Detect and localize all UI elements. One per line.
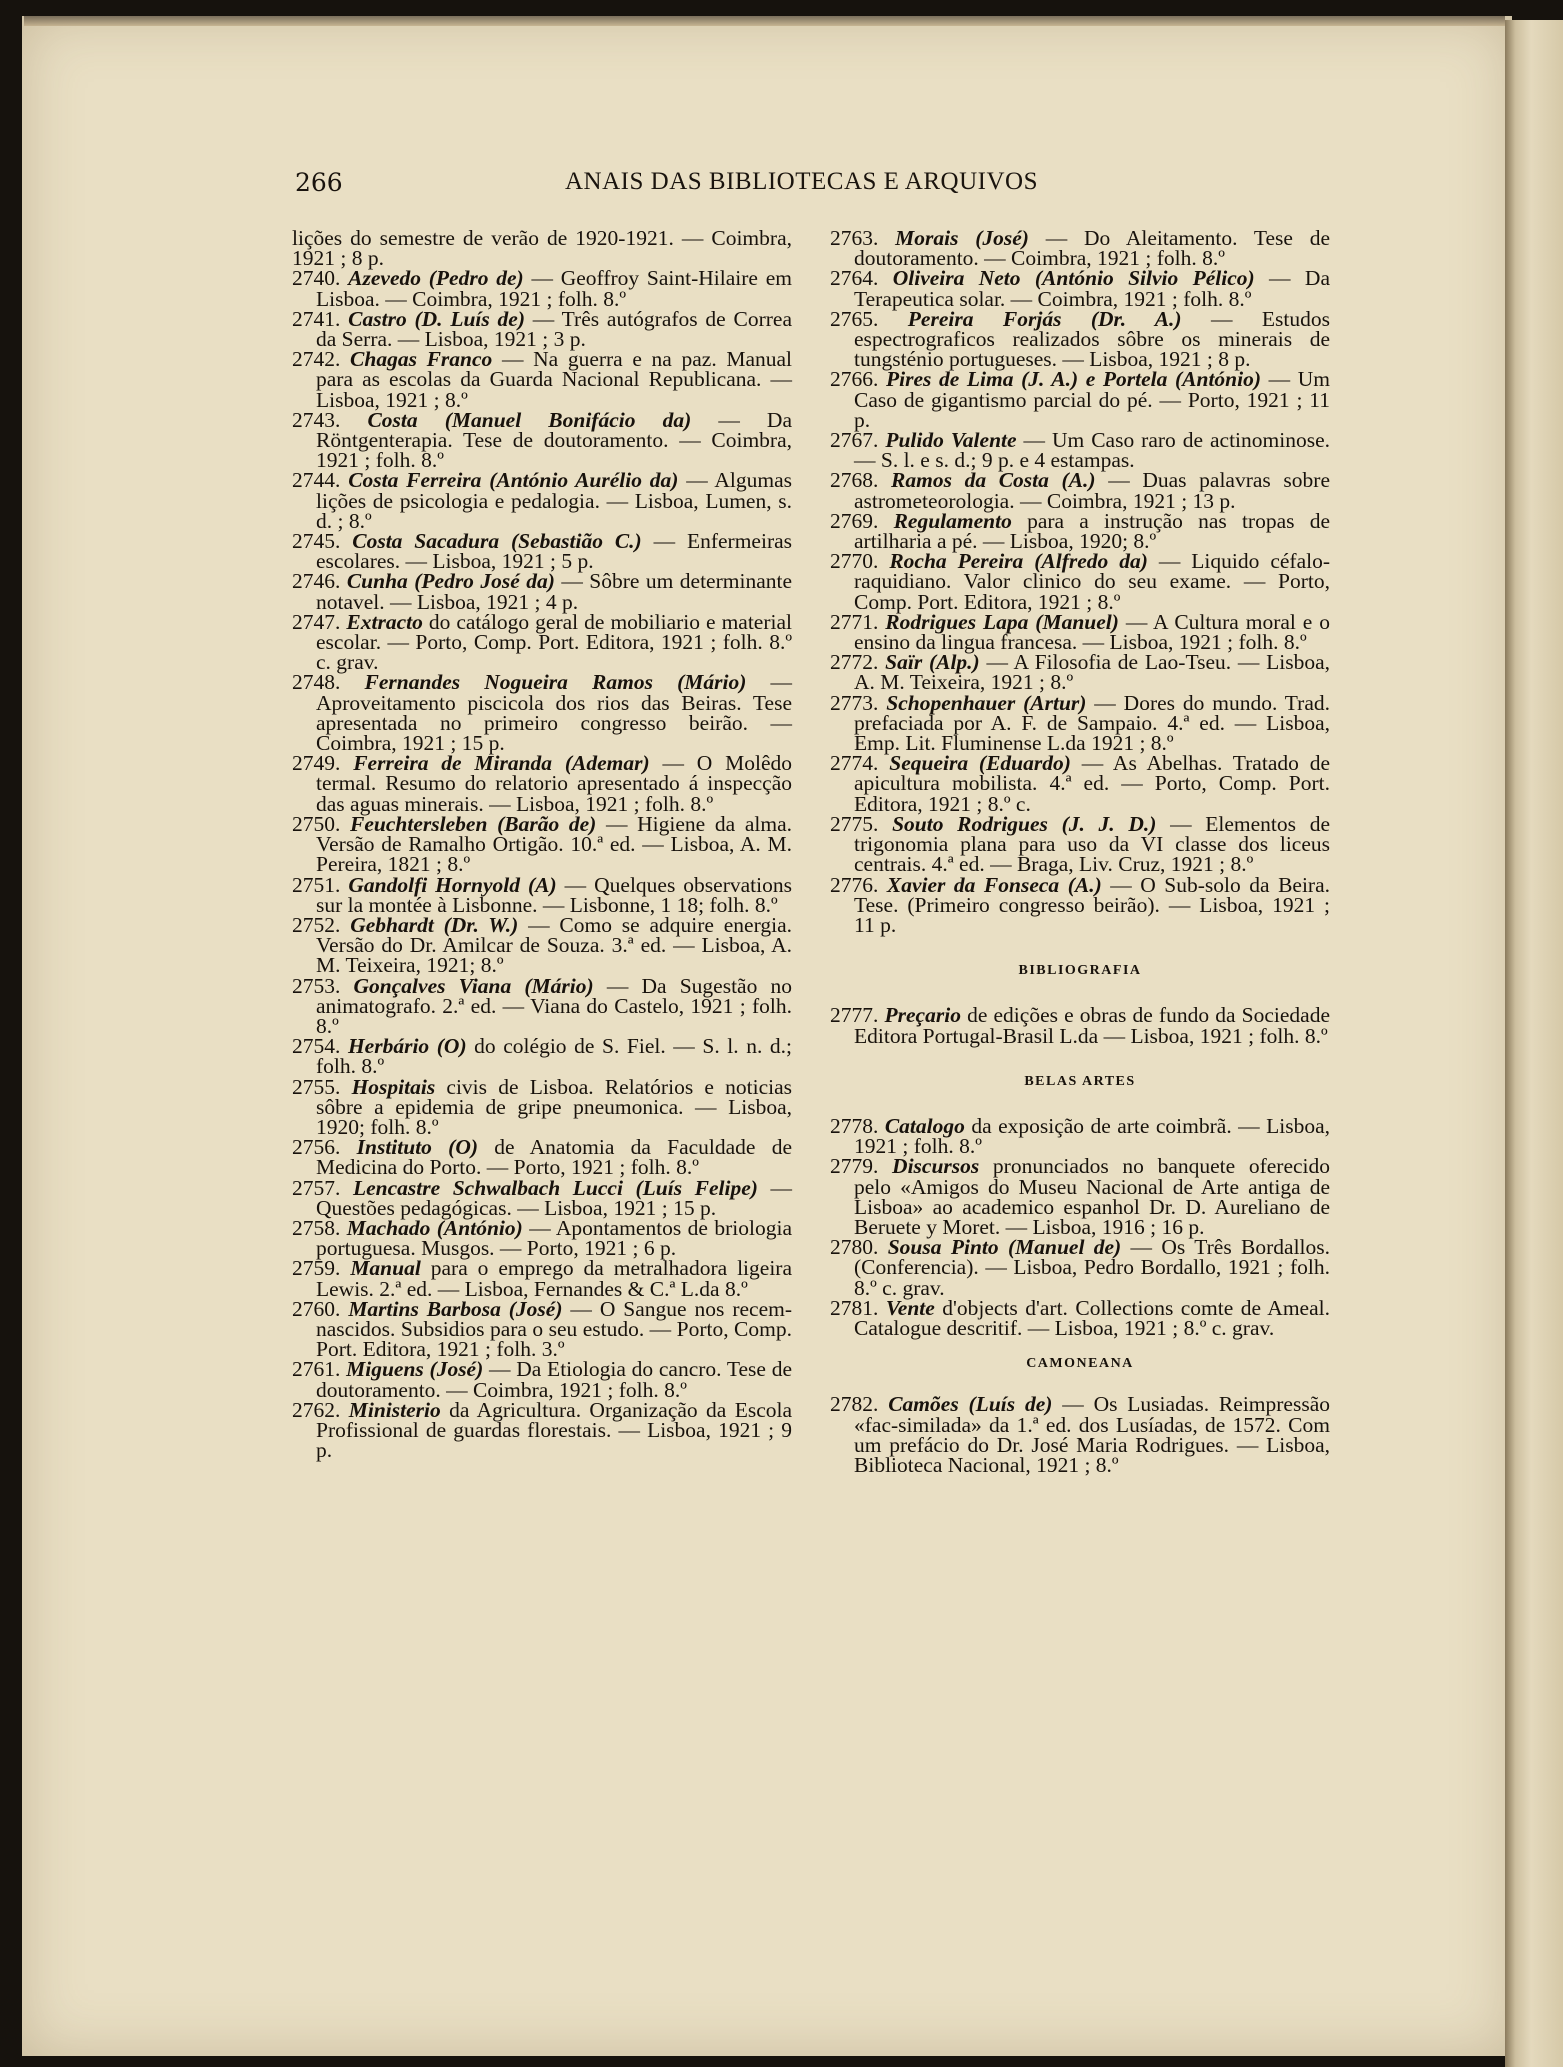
bibliography-entry — [830, 609, 1330, 655]
bibliography-entry — [830, 753, 1330, 814]
entry-text: — Questões pedagógicas. — Lisboa, 1921 ; 15 p. — [316, 1175, 793, 1220]
entry-text: — Quelques observations sur la montée à Lisbonne. — Lisbonne, 1 18; folh. 8.º — [316, 872, 792, 917]
bibliography-entry — [292, 1175, 793, 1220]
entry-text: pronunciados no banquete oferecido pelo «Amigos do Museu Nacional de Arte antiga de Lisboa» ao academico espanhol Dr. D. Aureliano de Beruete y Moret. — Lisboa, 1916 ; 16 p. — [854, 1154, 1331, 1239]
entry-author: Sousa Pinto (Manuel de) — [887, 1235, 1122, 1260]
entry-number: 2769. — [830, 508, 894, 533]
entry-number: 2781. — [830, 1295, 886, 1320]
bibliography-entry — [292, 1034, 792, 1079]
entry-number: 2756. — [292, 1135, 357, 1160]
running-title: ANAIS DAS BIBLIOTECAS E ARQUIVOS — [565, 168, 1038, 195]
bibliography-entry — [292, 306, 792, 352]
entry-number: 2755. — [292, 1074, 352, 1099]
entry-author: Xavier da Fonseca (A.) — [886, 872, 1102, 897]
entry-text: — As Abelhas. Tratado de apicultura mobilista. 4.ª ed. — Porto, Comp. Port. Editora, 1921 ; 8.º c. — [854, 751, 1331, 816]
entry-text: d'objects d'art. Collections comte de Ameal. Catalogue descritif. — Lisboa, 1921 ; 8.º c. grav. — [854, 1295, 1330, 1340]
entry-number: 2745. — [292, 529, 353, 554]
entry-number: 2750. — [292, 811, 351, 836]
entry-author: Rocha Pereira (Alfredo da) — [889, 549, 1148, 574]
entry-number: 2743. — [292, 407, 368, 432]
entry-author: Gandolfi Hornyold (A) — [348, 872, 557, 897]
left-column — [292, 226, 793, 1463]
section-heading-bibliografia: BIBLIOGRAFIA — [1018, 963, 1142, 979]
entry-author: Lencastre Schwalbach Lucci (Luís Felipe) — [352, 1175, 758, 1200]
entry-author: Morais (José) — [895, 226, 1029, 250]
entry-text: — Liquido céfalo-raquidiano. Valor clinico do seu exame. — Porto, Comp. Port. Editora, 1921 ; 8.º — [854, 549, 1331, 614]
entry-author: Gonçalves Viana (Mário) — [353, 973, 594, 998]
section-bibliografia — [830, 1003, 1330, 1048]
bibliography-entry — [830, 1003, 1330, 1048]
bibliography-entry — [830, 1295, 1330, 1340]
entry-text: — Do Aleitamento. Tese de doutoramento. — Coimbra, 1921 ; folh. 8.º — [854, 226, 1331, 271]
entry-number: 2748. — [292, 670, 365, 695]
entry-number: 2760. — [292, 1296, 349, 1321]
entry-number: 2774. — [830, 751, 890, 776]
bibliography-entry — [830, 428, 1331, 473]
entry-number: 2754. — [292, 1034, 348, 1059]
entry-number: 2753. — [292, 973, 354, 998]
section-heading-belas-artes: BELAS ARTES — [1024, 1073, 1136, 1089]
bibliography-entry — [292, 609, 793, 675]
entry-text: — Um Caso de gigantismo parcial do pé. — Porto, 1921 ; 11 p. — [854, 367, 1331, 432]
bibliography-entry — [830, 306, 1331, 372]
bibliography-entry — [292, 407, 793, 473]
entry-author: Machado (António) — [346, 1215, 523, 1240]
bibliography-entry — [292, 1135, 793, 1180]
bibliography-entry — [830, 266, 1330, 311]
page-number: 266 — [295, 168, 343, 197]
bibliography-entry — [292, 912, 792, 978]
bibliography-entry — [830, 690, 1330, 756]
entry-author: Castro (D. Luís de) — [348, 306, 525, 331]
bibliography-entry — [830, 872, 1330, 937]
entry-number: 2759. — [292, 1256, 351, 1281]
entry-number: 2780. — [830, 1235, 888, 1260]
entry-text: lições do semestre de verão de 1920-1921. — Coimbra, 1921 ; 8 p. — [292, 226, 792, 271]
page-header — [295, 168, 1305, 208]
entry-number: 2744. — [292, 468, 349, 493]
entry-number: 2765. — [830, 306, 908, 331]
entry-text: civis de Lisboa. Relatórios e noticias sôbre a epidemia de gripe pneumonica. — Lisboa, 1920; folh. 8.º — [316, 1074, 793, 1139]
entry-text: do catálogo geral de mobiliario e material escolar. — Porto, Comp. Port. Editora, 1921 ; folh. 8.º c. grav. — [316, 609, 793, 675]
entry-text: — Da Terapeutica solar. — Coimbra, 1921 ; folh. 8.º — [854, 266, 1330, 311]
entry-text: da Agricultura. Organização da Escola Profissional de guardas florestais. — Lisboa, 1921 ; 9 p. — [316, 1397, 793, 1463]
bibliography-entry — [830, 1394, 1330, 1475]
entry-text: — Da Etiologia do cancro. Tese de doutoramento. — Coimbra, 1921 ; folh. 8.º — [316, 1357, 792, 1402]
bibliography-entry — [292, 226, 792, 271]
entry-author: Oliveira Neto (António Silvio Pélico) — [892, 266, 1255, 291]
entry-number: 2776. — [830, 872, 887, 897]
entry-author: Ramos da Costa (A.) — [891, 468, 1096, 493]
entry-author: Cunha (Pedro José da) — [346, 569, 555, 594]
entry-author: Fernandes Nogueira Ramos (Mário) — [364, 670, 747, 695]
bibliography-entry — [292, 1256, 792, 1301]
entry-text: — Um Caso raro de actinominose. — S. l. e s. d.; 9 p. e 4 estampas. — [854, 428, 1331, 473]
bibliography-entry — [292, 872, 792, 917]
entry-text: — Na guerra e na paz. Manual para as escolas da Guarda Nacional Republicana. — Lisboa, 1921 ; 8.º — [316, 347, 793, 412]
entry-text: — Três autógrafos de Correa da Serra. — Lisboa, 1921 ; 3 p. — [316, 306, 792, 352]
entry-number: 2772. — [830, 650, 886, 675]
bibliography-entry — [292, 266, 792, 311]
entry-author: Costa Ferreira (António Aurélio da) — [348, 468, 679, 493]
entry-number: 2763. — [830, 226, 896, 250]
entry-text: — Aproveitamento piscicola dos rios das Beiras. Tese apresentada no primeiro congresso beirão. — Coimbra, 1921 ; 15 p. — [316, 670, 793, 756]
bibliography-entry — [292, 569, 793, 614]
entry-text: de edições e obras de fundo da Sociedade Editora Portugal-Brasil L.da — Lisboa, 1921 ; folh. 8.º — [854, 1003, 1330, 1048]
entry-text: — Os Lusiadas. Reimpressão «fac-similada» da 1.ª ed. dos Lusíadas, de 1572. Com um prefácio do Dr. José Maria Rodrigues. — Lisboa, Biblioteca Nacional, 1921 ; 8.º — [854, 1392, 1330, 1477]
entry-number: 2771. — [830, 609, 886, 634]
bibliography-entry — [292, 1296, 792, 1362]
entry-author: Souto Rodrigues (J. J. D.) — [892, 811, 1157, 836]
entry-text: para o emprego da metralhadora ligeira Lewis. 2.ª ed. — Lisboa, Fernandes & C.ª L.da 8.º — [316, 1256, 792, 1301]
section-heading-camoneana: CAMONEANA — [1026, 1356, 1134, 1372]
entry-text: — Estudos espectrograficos realizados sôbre os minerais de tungsténio portugueses. — Lisboa, 1921 ; 8 p. — [854, 306, 1331, 372]
entry-text: para a instrução nas tropas de artilharia a pé. — Lisboa, 1920; 8.º — [854, 508, 1331, 554]
entry-number: 2740. — [292, 266, 349, 291]
entry-text: — Apontamentos de briologia portuguesa. Musgos. — Porto, 1921 ; 6 p. — [316, 1215, 792, 1261]
entry-number: 2758. — [292, 1215, 347, 1240]
entry-author: Hospitais — [351, 1074, 436, 1099]
entry-number: 2764. — [830, 266, 893, 291]
entry-text: — Da Röntgenterapia. Tese de doutoramento. — Coimbra, 1921 ; folh. 8.º — [316, 407, 793, 473]
bibliography-entry — [830, 508, 1331, 554]
entry-author: Pires de Lima (J. A.) e Portela (António) — [886, 367, 1262, 392]
entry-author: Vente — [885, 1295, 935, 1320]
entry-number: 2773. — [830, 690, 887, 715]
entry-author: Catalogo — [884, 1113, 965, 1138]
bibliography-entry — [830, 1113, 1330, 1159]
bibliography-entry — [830, 369, 1330, 430]
entry-text: — Geoffroy Saint-Hilaire em Lisboa. — Coimbra, 1921 ; folh. 8.º — [316, 266, 792, 311]
entry-author: Regulamento — [893, 508, 1012, 533]
entry-author: Herbário (O) — [347, 1034, 467, 1059]
bibliography-entry — [292, 1215, 792, 1261]
entry-author: Camões (Luís de) — [888, 1392, 1053, 1417]
bibliography-entry — [830, 650, 1331, 695]
entry-author: Discursos — [892, 1154, 980, 1179]
facing-page-edge — [1505, 20, 1563, 2067]
entry-text: — Elementos de trigonomia plana para uso da VI classe dos liceus centrais. 4.ª ed. — Braga, Liv. Cruz, 1921 ; 8.º — [854, 811, 1330, 877]
entry-number: 2775. — [830, 811, 893, 836]
entry-author: Rodrigues Lapa (Manuel) — [885, 609, 1119, 634]
bibliography-entry — [292, 753, 792, 814]
entry-number: 2741. — [292, 306, 349, 331]
entry-author: Pulido Valente — [885, 428, 1017, 453]
entry-number: 2779. — [830, 1154, 893, 1179]
entry-number: 2766. — [830, 367, 886, 392]
bibliography-entry — [830, 468, 1331, 513]
entry-number: 2742. — [292, 347, 351, 372]
entry-number: 2761. — [292, 1357, 347, 1382]
entry-author: Manual — [350, 1256, 421, 1281]
entry-number: 2782. — [830, 1392, 889, 1417]
bibliography-entry — [292, 349, 792, 410]
bibliography-entry — [292, 1357, 792, 1402]
entry-text: — A Cultura moral e o ensino da lingua francesa. — Lisboa, 1921 ; folh. 8.º — [854, 609, 1330, 655]
entry-number: 2747. — [292, 609, 347, 634]
entry-author: Pereira Forjás (Dr. A.) — [907, 306, 1182, 331]
entry-author: Ferreira de Miranda (Ademar) — [353, 751, 650, 776]
entry-number: 2777. — [830, 1003, 885, 1028]
entry-author: Feuchtersleben (Barão de) — [350, 811, 597, 836]
entry-author: Saïr (Alp.) — [885, 650, 980, 675]
entry-text: — Dores do mundo. Trad. prefaciada por A. F. de Sampaio. 4.ª ed. — Lisboa, Emp. Lit. Fluminense L.da 1921 ; 8.º — [854, 690, 1330, 756]
entry-author: Azevedo (Pedro de) — [348, 266, 524, 291]
entry-author: Extracto — [346, 609, 423, 634]
entry-author: Miguens (José) — [346, 1357, 484, 1382]
entry-number: 2746. — [292, 569, 347, 594]
right-column-entries — [830, 228, 1330, 935]
entry-text: — Os Três Bordallos. (Conferencia). — Lisboa, Pedro Bordallo, 1921 ; folh. 8.º c. grav. — [854, 1235, 1331, 1300]
entry-author: Costa Sacadura (Sebastião C.) — [352, 529, 642, 554]
entry-author: Chagas Franco — [350, 347, 493, 372]
entry-author: Preçario — [884, 1003, 961, 1028]
entry-number: 2768. — [830, 468, 892, 493]
entry-text: — Como se adquire energia. Versão do Dr. Amilcar de Souza. 3.ª ed. — Lisboa, A. M. Teixeira, 1921; 8.º — [316, 912, 792, 978]
entry-text: do colégio de S. Fiel. — S. l. n. d.; folh. 8.º — [316, 1034, 792, 1079]
entry-text: — Algumas lições de psicologia e pedalogia. — Lisboa, Lumen, s. d. ; 8.º — [316, 468, 793, 533]
entry-author: Costa (Manuel Bonifácio da) — [367, 407, 692, 432]
bibliography-entry — [292, 470, 792, 531]
bibliography-entry — [830, 1156, 1330, 1237]
bibliography-entry — [830, 811, 1330, 877]
entry-number: 2751. — [292, 872, 349, 897]
entry-text: de Anatomia da Faculdade de Medicina do Porto. — Porto, 1921 ; folh. 8.º — [316, 1135, 793, 1180]
bibliography-entry — [292, 670, 793, 756]
bibliography-entry — [292, 973, 792, 1038]
bibliography-entry — [830, 1237, 1330, 1298]
entry-author: Sequeira (Eduardo) — [889, 751, 1071, 776]
entry-number: 2762. — [292, 1397, 349, 1422]
entry-text: — Da Sugestão no animatografo. 2.ª ed. — Viana do Castelo, 1921 ; folh. 8.º — [316, 973, 792, 1038]
entry-text: — Duas palavras sobre astrometeorologia. — Coimbra, 1921 ; 13 p. — [854, 468, 1331, 513]
bibliography-entry — [830, 226, 1331, 271]
section-belas-artes — [830, 1113, 1331, 1340]
entry-text: — Higiene da alma. Versão de Ramalho Ortigão. 10.ª ed. — Lisboa, A. M. Pereira, 1821 ; 8.º — [316, 811, 792, 877]
entry-text: — Enfermeiras escolares. — Lisboa, 1921 ; 5 p. — [316, 529, 793, 574]
entry-number: 2757. — [292, 1175, 353, 1200]
entry-author: Instituto (O) — [356, 1135, 478, 1160]
section-camoneana — [830, 1394, 1330, 1475]
entry-author: Gebhardt (Dr. W.) — [350, 912, 519, 937]
entry-text: — O Molêdo termal. Resumo do relatorio apresentado á inspecção das aguas minerais. — Lisboa, 1921 ; folh. 8.º — [316, 751, 793, 816]
entry-author: Martins Barbosa (José) — [348, 1296, 563, 1321]
entry-number: 2767. — [830, 428, 886, 453]
entry-number: 2778. — [830, 1113, 885, 1138]
bibliography-entry — [292, 1397, 793, 1463]
bibliography-entry — [830, 551, 1330, 612]
bibliography-entry — [292, 1074, 793, 1139]
entry-text: — A Filosofia de Lao-Tseu. — Lisboa, A. M. Teixeira, 1921 ; 8.º — [854, 650, 1331, 695]
entry-number: 2752. — [292, 912, 351, 937]
entry-text: da exposição de arte coimbrã. — Lisboa, 1921 ; folh. 8.º — [854, 1113, 1330, 1159]
entry-author: Ministerio — [348, 1397, 441, 1422]
entry-text: — O Sangue nos recem-nascidos. Subsidios para o seu estudo. — Porto, Comp. Port. Editora, 1921 ; folh. 3.º — [316, 1296, 792, 1362]
page-top-edge — [24, 16, 1505, 26]
entry-number: 2749. — [292, 751, 354, 776]
entry-text: — O Sub-solo da Beira. Tese. (Primeiro congresso beirão). — Lisboa, 1921 ; 11 p. — [854, 872, 1330, 937]
entry-text: — Sôbre um determinante notavel. — Lisboa, 1921 ; 4 p. — [316, 569, 793, 614]
bibliography-entry — [292, 529, 793, 574]
right-column — [830, 228, 1330, 1475]
bibliography-entry — [292, 811, 792, 877]
entry-author: Schopenhauer (Artur) — [886, 690, 1087, 715]
entry-number: 2770. — [830, 549, 890, 574]
